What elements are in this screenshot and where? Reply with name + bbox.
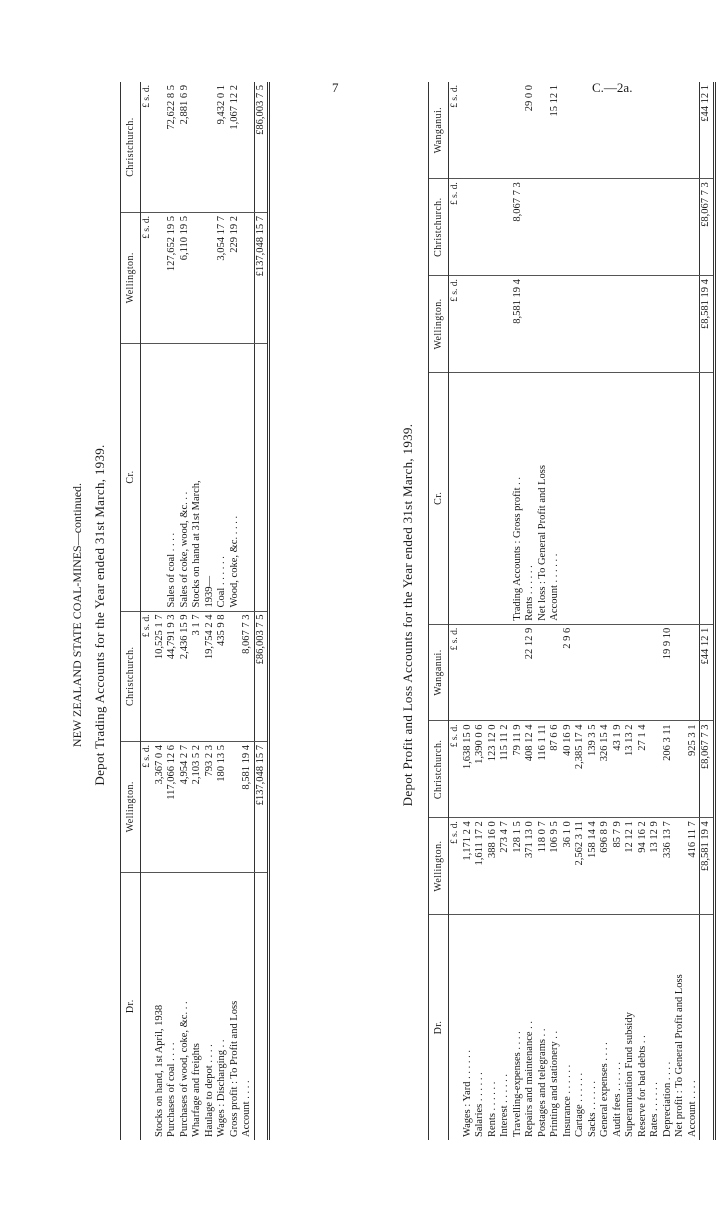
lsd-label: £ s. d. (141, 611, 154, 742)
cr-wellington-value (154, 213, 167, 344)
dr-wellington-value: 2,562 3 11 (574, 818, 587, 915)
cr-wellington-value (637, 276, 650, 373)
dr-christchurch-value: 2,436 15 9 (179, 611, 192, 742)
cr-christchurch-value (204, 82, 217, 213)
rotated-page-content (50, 70, 711, 1160)
cr-christchurch-value (474, 179, 487, 276)
dr-wellington-total: £8,581 19 4 (700, 818, 715, 915)
cr-wanganui-value: 29 0 0 (524, 82, 537, 179)
pl-header-cr-christchurch: Christchurch. (429, 179, 449, 276)
cr-christchurch-value (462, 179, 475, 276)
dr-wellington-value: 3,367 0 4 (154, 742, 167, 873)
dr-wanganui-value: 19 9 10 (662, 624, 675, 721)
dr-wellington-value: 13 12 9 (649, 818, 662, 915)
dr-christchurch-value: 326 15 4 (599, 721, 612, 818)
dr-christchurch-value: 116 1 11 (537, 721, 550, 818)
cr-wellington-value (499, 276, 512, 373)
cr-item-label (687, 372, 700, 624)
dr-item-label: Rents . . . . . . (486, 1081, 498, 1137)
cr-christchurch-value (499, 179, 512, 276)
cr-christchurch-value (154, 82, 167, 213)
dr-christchurch-value: 1,638 15 0 (462, 721, 475, 818)
cr-christchurch-value (674, 179, 687, 276)
dr-wellington-value: 85 7 9 (612, 818, 625, 915)
dr-wanganui-value (587, 624, 600, 721)
cr-wanganui-value (562, 82, 575, 179)
pl-row (574, 82, 587, 1140)
lsd-spacer (449, 372, 462, 624)
dr-item-label: Depreciation . . . . (661, 1061, 673, 1137)
cr-wellington-value (574, 276, 587, 373)
trading-total-row (254, 82, 269, 1140)
lsd-label: £ s. d. (449, 82, 462, 179)
dr-wanganui-value (512, 624, 525, 721)
lsd-label: £ s. d. (449, 624, 462, 721)
trading-lsd-row (141, 82, 154, 1140)
cr-christchurch-value (687, 179, 700, 276)
pl-row (599, 82, 612, 1140)
dr-wellington-value: 128 1 5 (512, 818, 525, 915)
dr-christchurch-value: 27 1 4 (637, 721, 650, 818)
pl-row (499, 82, 512, 1140)
cr-item-label (612, 372, 625, 624)
trading-row (179, 82, 192, 1140)
dr-christchurch-value: 139 3 5 (587, 721, 600, 818)
dr-christchurch-value: 10,525 1 7 (154, 611, 167, 742)
dr-christchurch-value: 1,390 0 6 (474, 721, 487, 818)
cr-wellington-value (191, 213, 204, 344)
cr-wellington-value (599, 276, 612, 373)
trading-row (154, 82, 167, 1140)
cr-wellington-value (687, 276, 700, 373)
dr-wellington-value: 36 1 0 (562, 818, 575, 915)
lsd-spacer (449, 915, 462, 1140)
cr-wanganui-value (462, 82, 475, 179)
trading-accounts-table (120, 82, 270, 1140)
lsd-label: £ s. d. (449, 818, 462, 915)
lsd-label: £ s. d. (449, 276, 462, 373)
cr-wellington-value (662, 276, 675, 373)
dr-wellington-value: 180 13 5 (216, 742, 229, 873)
dr-christchurch-value: 2,385 17 4 (574, 721, 587, 818)
cr-wanganui-value (687, 82, 700, 179)
dr-christchurch-total: £8,067 7 3 (700, 721, 715, 818)
dr-wanganui-value (674, 624, 687, 721)
dr-christchurch-value: 13 13 2 (624, 721, 637, 818)
dr-wellington-value: 793 2 3 (204, 742, 217, 873)
trading-row (241, 82, 254, 1140)
trading-header-cr-christchurch: Christchurch. (121, 82, 141, 213)
dr-christchurch-value: 43 1 9 (612, 721, 625, 818)
cr-item-label (562, 372, 575, 624)
dr-wellington-value: 8,581 19 4 (241, 742, 254, 873)
dr-wanganui-value (599, 624, 612, 721)
dr-item-label: Superannuation Fund subsidy (624, 1012, 635, 1137)
trading-row (166, 82, 179, 1140)
total-spacer (254, 343, 269, 611)
dr-wellington-value: 117,066 12 6 (166, 742, 179, 873)
cr-christchurch-value (549, 179, 562, 276)
cr-wellington-value (241, 213, 254, 344)
cr-wellington-value (462, 276, 475, 373)
cr-item-label (649, 372, 662, 624)
cr-wanganui-value (662, 82, 675, 179)
dr-item-label: Gross profit : To Profit and Loss (228, 1000, 240, 1137)
cr-wanganui-value (474, 82, 487, 179)
cr-wanganui-value (637, 82, 650, 179)
lsd-label: £ s. d. (141, 742, 154, 873)
cr-item-label: Sales of coal . . . . (166, 343, 179, 611)
dr-item-label: Printing and stationery . . (549, 1030, 560, 1137)
pl-header-cr-wellington: Wellington. (429, 276, 449, 373)
pl-row (512, 82, 525, 1140)
cr-christchurch-value: 72,622 8 5 (166, 82, 179, 213)
dr-christchurch-value: 8,067 7 3 (241, 611, 254, 742)
pl-header-dr-wellington: Wellington. (429, 818, 449, 915)
cr-item-label (487, 372, 500, 624)
cr-wanganui-value (649, 82, 662, 179)
page-number: 7 (332, 80, 339, 95)
cr-item-label (241, 343, 254, 611)
pl-row (462, 82, 475, 1140)
pl-header-cr: Cr. (429, 372, 449, 624)
dr-wanganui-value (624, 624, 637, 721)
cr-christchurch-total: £86,003 7 5 (254, 82, 269, 213)
cr-wanganui-value (487, 82, 500, 179)
dr-wellington-value (229, 742, 242, 873)
dr-christchurch-value: 40 16 9 (562, 721, 575, 818)
lsd-label: £ s. d. (141, 213, 154, 344)
cr-wanganui-value (624, 82, 637, 179)
cr-christchurch-value: 1,067 12 2 (229, 82, 242, 213)
cr-wellington-value (487, 276, 500, 373)
dr-item-label: Audit fees . . . . . . (611, 1062, 623, 1137)
cr-wanganui-value (574, 82, 587, 179)
dr-item-label: Purchases of coal . . . . (166, 1042, 177, 1137)
trading-header-dr-wellington: Wellington. (121, 742, 141, 873)
cr-wanganui-value (674, 82, 687, 179)
cr-christchurch-value: 8,067 7 3 (512, 179, 525, 276)
cr-item-label (574, 372, 587, 624)
dr-wellington-value: 336 13 7 (662, 818, 675, 915)
cr-christchurch-value (487, 179, 500, 276)
cr-item-label (154, 343, 167, 611)
cr-christchurch-value (649, 179, 662, 276)
cr-item-label (662, 372, 675, 624)
lsd-spacer (141, 872, 154, 1140)
dr-christchurch-value: 115 11 2 (499, 721, 512, 818)
cr-item-label (499, 372, 512, 624)
cr-wellington-value (624, 276, 637, 373)
dr-item-label: Sacks . . . . . . (586, 1081, 598, 1137)
profit-loss-accounts-title: Depot Profit and Loss Accounts for the Year ended 31st March, 1939. (400, 423, 415, 807)
pl-row (624, 82, 637, 1140)
trading-header-row (121, 82, 141, 1140)
trading-accounts-title: Depot Trading Accounts for the Year ended 31st March, 1939. (92, 444, 107, 786)
dr-wellington-value: 1,171 2 4 (462, 818, 475, 915)
cr-wellington-value: 8,581 19 4 (512, 276, 525, 373)
pl-row (474, 82, 487, 1140)
dr-christchurch-value: 87 6 6 (549, 721, 562, 818)
dr-item-label: Travelling-expenses . . . . (511, 1031, 523, 1137)
dr-item-label: Salaries . . . . . . (474, 1072, 485, 1137)
dr-wellington-value (674, 818, 687, 915)
cr-item-label: Account . . . . . . (549, 372, 562, 624)
trading-table-body (141, 82, 269, 1140)
pl-row (674, 82, 687, 1140)
dr-wellington-value: 94 16 2 (637, 818, 650, 915)
trading-row (216, 82, 229, 1140)
pl-row (549, 82, 562, 1140)
lsd-spacer (141, 343, 154, 611)
dr-item-label: Account . . . . (686, 1080, 698, 1137)
dr-christchurch-value: 206 3 11 (662, 721, 675, 818)
cr-wanganui-value (512, 82, 525, 179)
dr-item-label: Reserve for bad debts . . (636, 1035, 648, 1137)
dr-wanganui-value (612, 624, 625, 721)
dr-wanganui-total: £44 12 1 (700, 624, 715, 721)
dr-item-label: Interest . . . . . . (499, 1074, 510, 1137)
pl-lsd-row (449, 82, 462, 1140)
dr-wanganui-value (574, 624, 587, 721)
dr-christchurch-value: 19,754 2 4 (204, 611, 217, 742)
cr-wellington-total: £8,581 19 4 (700, 276, 715, 373)
pl-total-row (700, 82, 715, 1140)
trading-header-dr-christchurch: Christchurch. (121, 611, 141, 742)
cr-wellington-value (674, 276, 687, 373)
trading-header-cr-wellington: Wellington. (121, 213, 141, 344)
cr-wellington-value: 3,054 17 7 (216, 213, 229, 344)
dr-christchurch-value: 79 11 9 (512, 721, 525, 818)
trading-row (204, 82, 217, 1140)
pl-header-row (429, 82, 449, 1140)
pl-header-dr-christchurch: Christchurch. (429, 721, 449, 818)
dr-wellington-value: 388 16 0 (487, 818, 500, 915)
cr-wellington-value: 127,652 19 5 (166, 213, 179, 344)
pl-row (687, 82, 700, 1140)
main-title: NEW ZEALAND STATE COAL-MINES—continued. (70, 482, 84, 748)
dr-wanganui-value (637, 624, 650, 721)
dr-wellington-value: 118 0 7 (537, 818, 550, 915)
cr-wellington-value (562, 276, 575, 373)
dr-item-label: General expenses . . . . (599, 1042, 610, 1137)
dr-wanganui-value: 22 12 9 (524, 624, 537, 721)
dr-wellington-value: 696 8 9 (599, 818, 612, 915)
cr-item-label (474, 372, 487, 624)
pl-header-cr-wanganui: Wanganui. (429, 82, 449, 179)
dr-wanganui-value (474, 624, 487, 721)
cr-wellington-value (474, 276, 487, 373)
cr-christchurch-value (524, 179, 537, 276)
dr-item-label: Wages : Yard . . . . . . (461, 1050, 473, 1137)
cr-christchurch-value (191, 82, 204, 213)
cr-wanganui-total: £44 12 1 (700, 82, 715, 179)
dr-wellington-value: 2,103 5 2 (191, 742, 204, 873)
cr-christchurch-value (612, 179, 625, 276)
pl-table-body (449, 82, 715, 1140)
dr-christchurch-value (674, 721, 687, 818)
cr-christchurch-value (599, 179, 612, 276)
dr-wellington-value: 158 14 4 (587, 818, 600, 915)
cr-wellington-value (204, 213, 217, 344)
cr-christchurch-value (574, 179, 587, 276)
dr-christchurch-value: 3 1 7 (191, 611, 204, 742)
dr-christchurch-value: 408 12 4 (524, 721, 537, 818)
profit-loss-accounts-table (428, 82, 716, 1140)
pl-header-dr-wanganui: Wanganui. (429, 624, 449, 721)
cr-item-label (674, 372, 687, 624)
cr-item-label: Trading Accounts : Gross profit . . (512, 372, 525, 624)
dr-christchurch-total: £86,003 7 5 (254, 611, 269, 742)
cr-christchurch-value: 2,881 6 9 (179, 82, 192, 213)
cr-christchurch-value: 9,432 0 1 (216, 82, 229, 213)
dr-wellington-total: £137,048 15 7 (254, 742, 269, 873)
cr-wanganui-value (587, 82, 600, 179)
dr-wanganui-value: 2 9 6 (562, 624, 575, 721)
cr-wellington-value (524, 276, 537, 373)
pl-header-dr: Dr. (429, 915, 449, 1140)
dr-item-label: Repairs and maintenance . . (524, 1020, 535, 1137)
pl-row (662, 82, 675, 1140)
trading-row (191, 82, 204, 1140)
dr-wanganui-value (549, 624, 562, 721)
cr-item-label: Sales of coke, wood, &c. . . (179, 343, 192, 611)
cr-christchurch-value (537, 179, 550, 276)
trading-row (229, 82, 242, 1140)
cr-item-label (637, 372, 650, 624)
cr-wanganui-value (537, 82, 550, 179)
dr-item-label: Haulage to depot . . . . (203, 1044, 215, 1137)
pl-row (649, 82, 662, 1140)
dr-christchurch-value: 44,791 9 3 (166, 611, 179, 742)
cr-item-label: Net loss : To General Profit and Loss (537, 372, 550, 624)
pl-row (562, 82, 575, 1140)
dr-wanganui-value (462, 624, 475, 721)
cr-item-label (599, 372, 612, 624)
dr-christchurch-value: 123 12 0 (487, 721, 500, 818)
cr-item-label: Coal . . . . . . (216, 343, 229, 611)
dr-wellington-value: 12 12 1 (624, 818, 637, 915)
cr-wanganui-value: 15 12 1 (549, 82, 562, 179)
dr-christchurch-value: 435 9 8 (216, 611, 229, 742)
lsd-label: £ s. d. (141, 82, 154, 213)
cr-wellington-value: 6,110 19 5 (179, 213, 192, 344)
dr-wellington-value: 371 13 0 (524, 818, 537, 915)
pl-row (637, 82, 650, 1140)
dr-item-label: Purchases of wood, coke, &c. . . (178, 1001, 190, 1137)
dr-wanganui-value (687, 624, 700, 721)
dr-wanganui-value (487, 624, 500, 721)
cr-wellington-value: 229 19 2 (229, 213, 242, 344)
cr-christchurch-value (662, 179, 675, 276)
dr-wellington-value: 273 4 7 (499, 818, 512, 915)
cr-wellington-value (612, 276, 625, 373)
cr-christchurch-value (624, 179, 637, 276)
cr-item-label (624, 372, 637, 624)
pl-row (487, 82, 500, 1140)
trading-header-cr: Cr. (121, 343, 141, 611)
page-reference: C.—2a. (592, 80, 633, 95)
dr-christchurch-value: 925 3 1 (687, 721, 700, 818)
cr-wellington-value (587, 276, 600, 373)
cr-wanganui-value (612, 82, 625, 179)
pl-row (537, 82, 550, 1140)
dr-christchurch-value (229, 611, 242, 742)
dr-item-label: Account . . . . (241, 1080, 252, 1137)
cr-christchurch-value (587, 179, 600, 276)
dr-wellington-value: 4,954 2 7 (179, 742, 192, 873)
cr-item-label (587, 372, 600, 624)
dr-wanganui-value (649, 624, 662, 721)
total-spacer (254, 872, 269, 1140)
dr-item-label: Wages : Discharging . . (216, 1039, 227, 1137)
cr-item-label: Rents . . . . . . (524, 372, 537, 624)
dr-item-label: Net profit : To General Profit and Loss (674, 974, 685, 1137)
dr-item-label: Postages and telegrams . . (536, 1028, 548, 1137)
cr-christchurch-value (562, 179, 575, 276)
dr-item-label: Insurance . . . . . . (561, 1064, 573, 1137)
dr-christchurch-value (649, 721, 662, 818)
cr-christchurch-total: £8,067 7 3 (700, 179, 715, 276)
pl-row (587, 82, 600, 1140)
cr-wellington-value (649, 276, 662, 373)
cr-item-label: Wood, coke, &c. . . . . (229, 343, 242, 611)
cr-item-label: Stocks on hand at 31st March, (191, 343, 204, 611)
dr-item-label: Rates . . . . . . (649, 1082, 660, 1137)
cr-wanganui-value (499, 82, 512, 179)
pl-row (524, 82, 537, 1140)
dr-item-label: Stocks on hand, 1st April, 1938 (153, 1004, 165, 1137)
dr-wanganui-value (537, 624, 550, 721)
total-spacer (700, 915, 715, 1140)
cr-item-label (462, 372, 475, 624)
dr-item-label: Cartage . . . . . . (574, 1072, 585, 1137)
cr-wellington-total: £137,048 15 7 (254, 213, 269, 344)
cr-christchurch-value (637, 179, 650, 276)
dr-wanganui-value (499, 624, 512, 721)
cr-wellington-value (537, 276, 550, 373)
total-spacer (700, 372, 715, 624)
dr-wellington-value: 416 11 7 (687, 818, 700, 915)
cr-item-label: 1939— (204, 343, 217, 611)
dr-wellington-value: 106 9 5 (549, 818, 562, 915)
pl-row (612, 82, 625, 1140)
dr-wellington-value: 1,611 17 2 (474, 818, 487, 915)
dr-item-label: Wharfage and freights (191, 1043, 202, 1137)
cr-wellington-value (549, 276, 562, 373)
cr-christchurch-value (241, 82, 254, 213)
lsd-label: £ s. d. (449, 721, 462, 818)
lsd-label: £ s. d. (449, 179, 462, 276)
cr-wanganui-value (599, 82, 612, 179)
trading-header-dr: Dr. (121, 872, 141, 1140)
